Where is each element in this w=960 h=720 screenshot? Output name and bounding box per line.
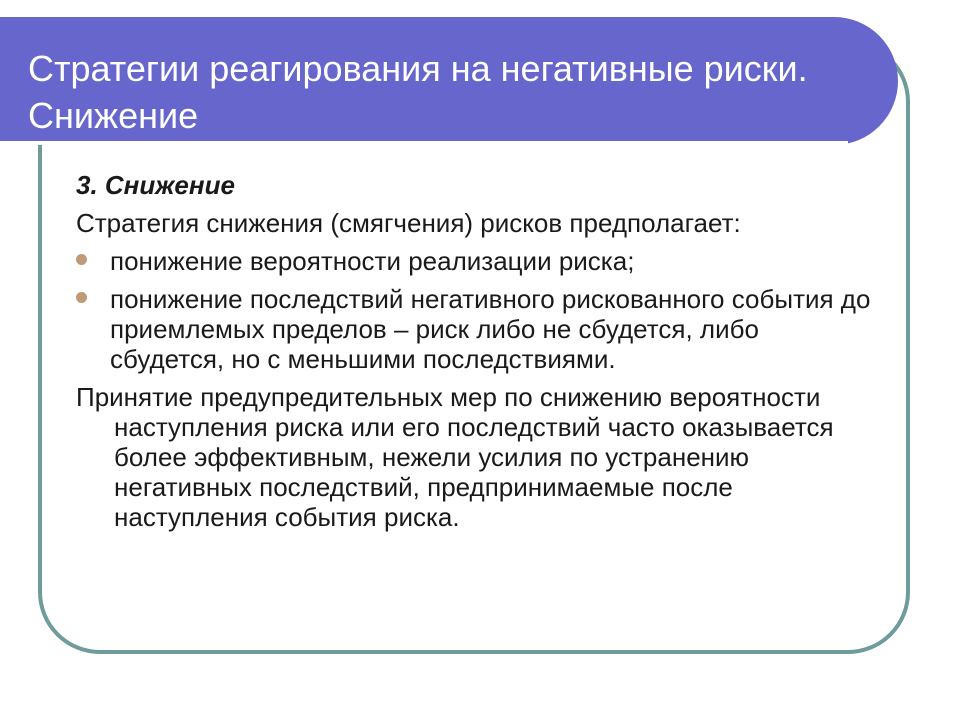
bullet-text: понижение последствий негативного рискованного события до приемлемых пределов – риск либо не сбудется, либо сбудется, но с меньшими последствиями. <box>110 284 871 374</box>
title-underline <box>0 141 848 145</box>
bullet-item <box>76 246 876 276</box>
bullet-list <box>76 246 876 374</box>
slide-content <box>76 170 876 540</box>
bullet-item <box>76 284 876 374</box>
title-bar <box>0 17 898 145</box>
bullet-dot-icon <box>76 254 87 265</box>
bullet-dot-icon <box>76 292 87 303</box>
bullet-text: понижение вероятности реализации риска; <box>110 246 635 276</box>
slide-title: Стратегии реагирования на негативные риски. Снижение <box>28 48 808 136</box>
intro-paragraph: Стратегия снижения (смягчения) рисков предполагает: <box>76 208 741 238</box>
conclusion-paragraph: Принятие предупредительных мер по снижению вероятности наступления риска или его последствий часто оказывается более эффективным, нежели усилия по устранению негативных последствий, предпринимаемые после наступления события риска. <box>76 382 834 532</box>
section-heading: 3. Снижение <box>76 170 235 200</box>
